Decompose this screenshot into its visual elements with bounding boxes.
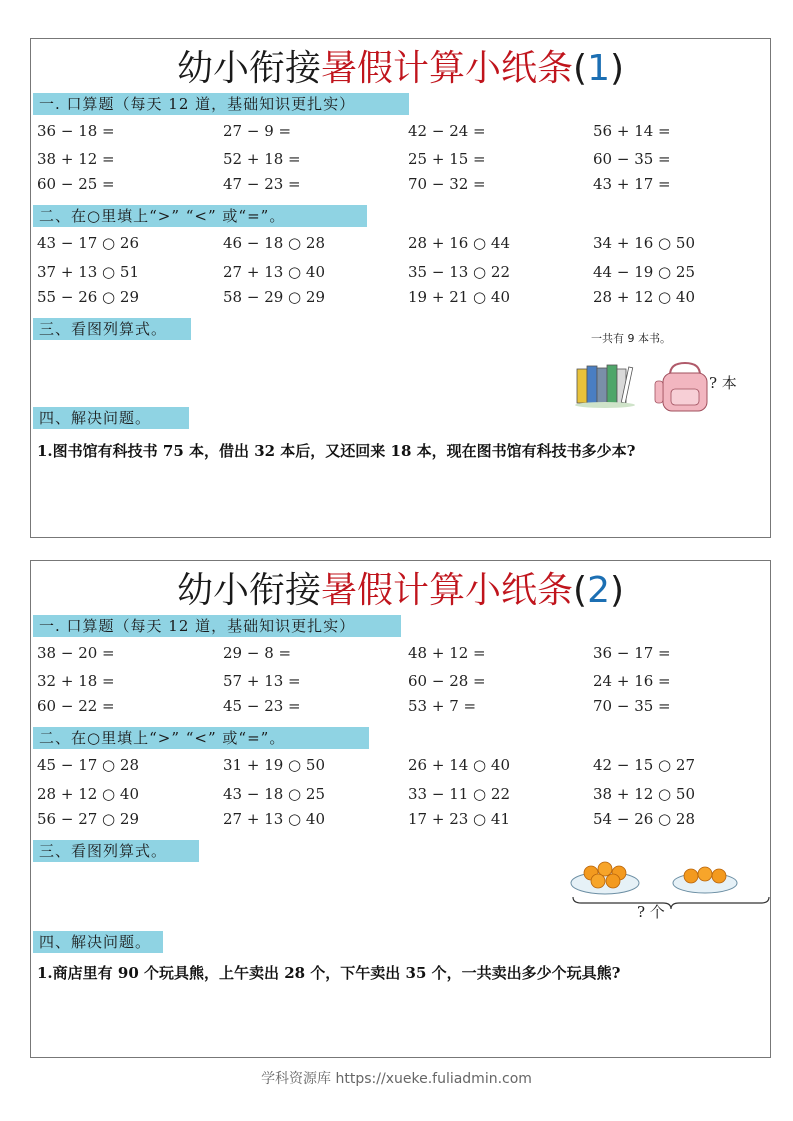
oral-problem: 57 + 13 = [223, 672, 301, 690]
section-problem-header: 四、解决问题。 [33, 407, 189, 429]
oral-row [37, 172, 762, 196]
compare-row [37, 807, 762, 831]
compare-problem: 37 + 13 ○ 51 [37, 263, 139, 281]
compare-problem: 31 + 19 ○ 50 [223, 756, 325, 774]
compare-problem: 27 + 13 ○ 40 [223, 810, 325, 828]
oral-problem: 36 − 18 = [37, 122, 115, 140]
picture-question: ? 个 [637, 903, 665, 921]
oral-problem: 53 + 7 = [408, 697, 477, 715]
compare-problem: 43 − 18 ○ 25 [223, 785, 325, 803]
compare-problem: 17 + 23 ○ 41 [408, 810, 510, 828]
oral-problem: 36 − 17 = [593, 644, 671, 662]
oral-row [37, 119, 762, 143]
compare-problem: 44 − 19 ○ 25 [593, 263, 695, 281]
oral-problem: 43 + 17 = [593, 175, 671, 193]
compare-problem: 19 + 21 ○ 40 [408, 288, 510, 306]
plate-of-oranges-icon [673, 867, 737, 893]
compare-row [37, 753, 762, 777]
compare-row [37, 285, 762, 309]
oral-problem: 70 − 32 = [408, 175, 486, 193]
compare-problem: 42 − 15 ○ 27 [593, 756, 695, 774]
oral-row [37, 669, 762, 693]
section-oral-header: 一. 口算题（每天 12 道，基础知识更扎实） [33, 93, 409, 115]
picture-question: ? 本 [709, 374, 737, 392]
footer-watermark: 学科资源库 https://xueke.fuliadmin.com [261, 1071, 532, 1087]
oral-row [37, 147, 762, 171]
card-title: 幼小衔接暑假计算小纸条(1) [176, 48, 625, 89]
compare-problem: 58 − 29 ○ 29 [223, 288, 325, 306]
oral-problem: 60 − 35 = [593, 150, 671, 168]
oral-problem: 56 + 14 = [593, 122, 671, 140]
oral-problem: 38 − 20 = [37, 644, 115, 662]
books-icon [575, 365, 635, 408]
compare-problem: 28 + 12 ○ 40 [593, 288, 695, 306]
oral-problem: 42 − 24 = [408, 122, 486, 140]
compare-problem: 26 + 14 ○ 40 [408, 756, 510, 774]
section-compare-header: 二、在○里填上“>” “<” 或“=”。 [33, 205, 367, 227]
worksheet-card-2 [30, 560, 771, 1058]
oral-problem: 48 + 12 = [408, 644, 486, 662]
compare-row [37, 231, 762, 255]
compare-problem: 54 − 26 ○ 28 [593, 810, 695, 828]
oral-problem: 24 + 16 = [593, 672, 671, 690]
worksheet-card-1 [30, 38, 771, 538]
word-problem: 1.图书馆有科技书 75 本，借出 32 本后，又还回来 18 本，现在图书馆有科技书多少本? [37, 442, 636, 460]
oral-problem: 70 − 35 = [593, 697, 671, 715]
oral-row [37, 641, 762, 665]
oral-problem: 52 + 18 = [223, 150, 301, 168]
card-title: 幼小衔接暑假计算小纸条(2) [176, 570, 625, 611]
compare-problem: 28 + 12 ○ 40 [37, 785, 139, 803]
compare-problem: 28 + 16 ○ 44 [408, 234, 510, 252]
section-picture-header: 三、看图列算式。 [33, 840, 199, 862]
compare-problem: 34 + 16 ○ 50 [593, 234, 695, 252]
compare-row [37, 782, 762, 806]
compare-problem: 43 − 17 ○ 26 [37, 234, 139, 252]
compare-problem: 33 − 11 ○ 22 [408, 785, 510, 803]
compare-problem: 46 − 18 ○ 28 [223, 234, 325, 252]
picture-caption: 一共有 9 本书。 [591, 332, 671, 345]
oral-problem: 25 + 15 = [408, 150, 486, 168]
oral-problem: 45 − 23 = [223, 697, 301, 715]
oral-problem: 29 − 8 = [223, 644, 292, 662]
brace-icon [571, 895, 771, 911]
oral-problem: 47 − 23 = [223, 175, 301, 193]
compare-problem: 27 + 13 ○ 40 [223, 263, 325, 281]
compare-problem: 56 − 27 ○ 29 [37, 810, 139, 828]
oral-problem: 60 − 22 = [37, 697, 115, 715]
schoolbag-icon [655, 363, 707, 411]
section-problem-header: 四、解决问题。 [33, 931, 163, 953]
plate-of-oranges-icon [571, 862, 639, 894]
section-compare-header: 二、在○里填上“>” “<” 或“=”。 [33, 727, 369, 749]
oral-problem: 27 − 9 = [223, 122, 292, 140]
word-problem: 1.商店里有 90 个玩具熊，上午卖出 28 个，下午卖出 35 个，一共卖出多少个玩具熊? [37, 964, 621, 982]
oral-problem: 60 − 25 = [37, 175, 115, 193]
oral-problem: 38 + 12 = [37, 150, 115, 168]
compare-row [37, 260, 762, 284]
compare-problem: 45 − 17 ○ 28 [37, 756, 139, 774]
compare-problem: 38 + 12 ○ 50 [593, 785, 695, 803]
oral-row [37, 694, 762, 718]
section-oral-header: 一. 口算题（每天 12 道，基础知识更扎实） [33, 615, 401, 637]
oral-problem: 60 − 28 = [408, 672, 486, 690]
oral-problem: 32 + 18 = [37, 672, 115, 690]
section-picture-header: 三、看图列算式。 [33, 318, 191, 340]
compare-problem: 55 − 26 ○ 29 [37, 288, 139, 306]
compare-problem: 35 − 13 ○ 22 [408, 263, 510, 281]
